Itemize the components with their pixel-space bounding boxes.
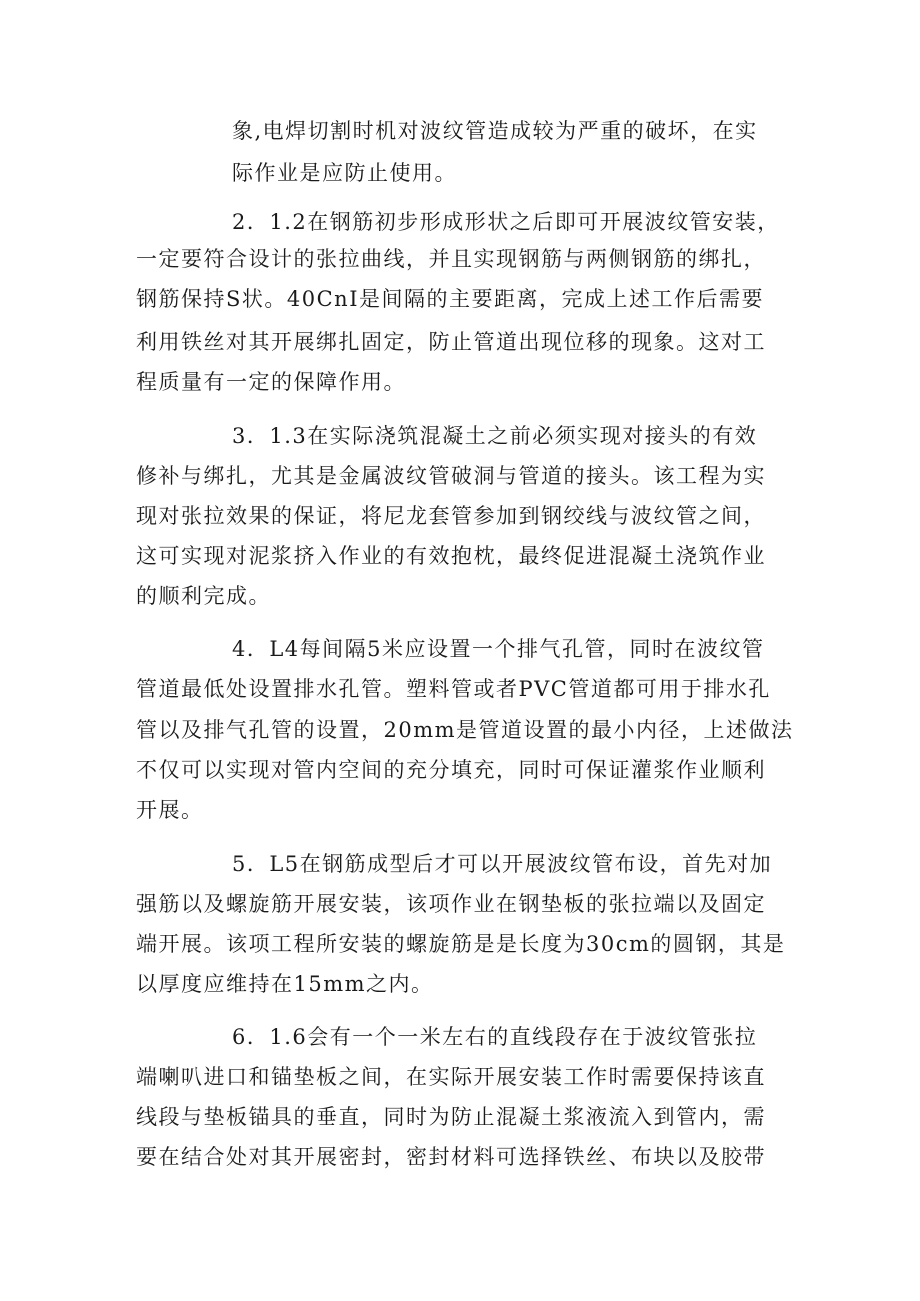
text-line: 象,电焊切割时机对波纹管造成较为严重的破坏，在实 — [232, 119, 758, 143]
text-line: 管道最低处设置排水孔管。塑料管或者PVC管道都可用于排水孔 — [136, 677, 771, 701]
text-line: 际作业是应防止使用。 — [232, 161, 457, 185]
text-line: 修补与绑扎，尤其是金属波纹管破洞与管道的接头。该工程为实 — [136, 464, 766, 488]
paragraph-start-line: 4．L4每间隔5米应设置一个排气孔管，同时在波纹管 — [232, 637, 765, 661]
text-line: 强筋以及螺旋筋开展安装，该项作业在钢垫板的张拉端以及固定 — [136, 892, 766, 916]
paragraph-start-line: 6．1.6会有一个一米左右的直线段存在于波纹管张拉 — [232, 1025, 758, 1049]
text-line: 不仅可以实现对管内空间的充分填充，同时可保证灌浆作业顺利 — [136, 758, 766, 782]
text-line: 线段与垫板锚具的垂直，同时为防止混凝土浆液流入到管内，需 — [136, 1105, 766, 1129]
text-line: 利用铁丝对其开展绑扎固定，防止管道出现位移的现象。这对工 — [136, 330, 766, 354]
text-line: 端喇叭进口和锚垫板之间，在实际开展安装工作时需要保持该直 — [136, 1065, 766, 1089]
text-line: 的顺利完成。 — [136, 584, 271, 608]
text-line: 要在结合处对其开展密封，密封材料可选择铁丝、布块以及胶带 — [136, 1145, 766, 1169]
text-line: 开展。 — [136, 798, 204, 822]
text-line: 现对张拉效果的保证，将尼龙套管参加到钢绞线与波纹管之间， — [136, 504, 766, 528]
text-line: 一定要符合设计的张拉曲线，并且实现钢筋与两侧钢筋的绑扎， — [136, 247, 766, 271]
paragraph-start-line: 5．L5在钢筋成型后才可以开展波纹管布设，首先对加 — [232, 852, 773, 876]
text-line: 以厚度应维持在15mm之内。 — [136, 972, 434, 996]
text-line: 这可实现对泥浆挤入作业的有效抱枕，最终促进混凝土浇筑作业 — [136, 544, 766, 568]
text-line: 管以及排气孔管的设置，20mm是管道设置的最小内径，上述做法 — [136, 718, 794, 742]
text-line: 端开展。该项工程所安装的螺旋筋是是长度为30cm的圆钢，其是 — [136, 932, 786, 956]
paragraph-start-line: 3．1.3在实际浇筑混凝土之前必须实现对接头的有效 — [232, 424, 758, 448]
paragraph-start-line: 2．1.2在钢筋初步形成形状之后即可开展波纹管安装， — [232, 210, 780, 234]
text-line: 程质量有一定的保障作用。 — [136, 370, 406, 394]
text-line: 钢筋保持S状。40CnI是间隔的主要距离，完成上述工作后需要 — [136, 287, 764, 311]
